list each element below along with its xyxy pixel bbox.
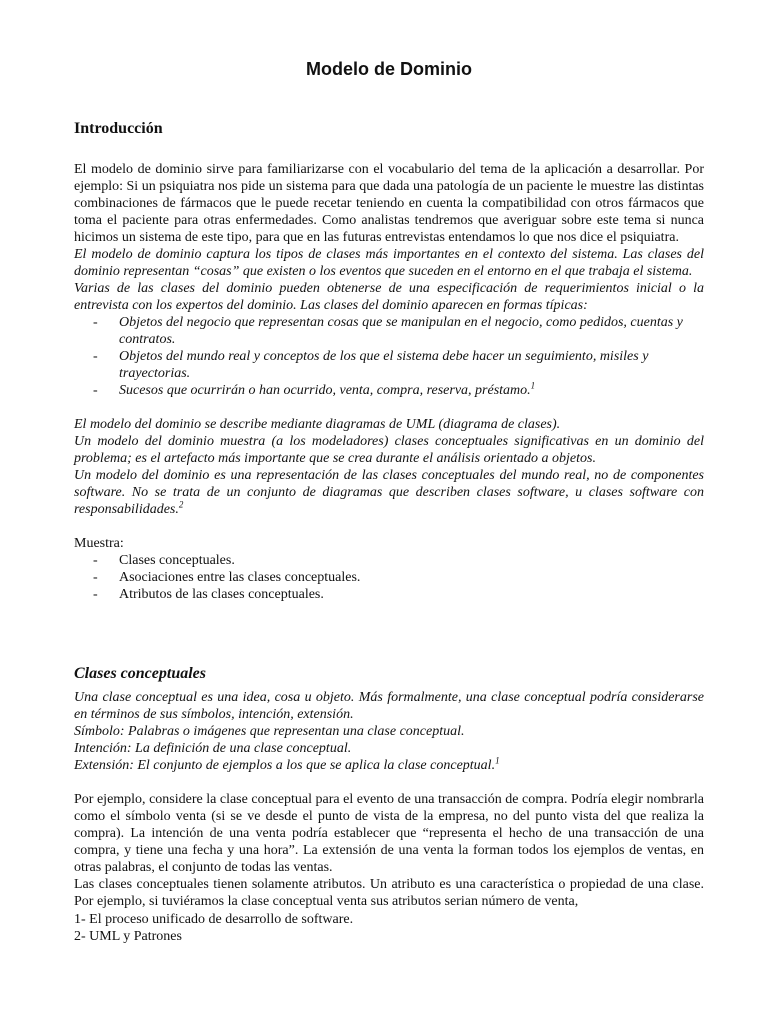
muestra-list <box>74 552 704 603</box>
intro-paragraph-3: Varias de las clases del dominio pueden obtenerse de una especificación de requerimientos inicial o la entrevista con los expertos del dominio. Las clases del dominio aparecen en formas típicas: <box>74 281 704 313</box>
list-item: - Atributos de las clases conceptuales. <box>93 587 324 602</box>
intro-paragraph-4: El modelo del dominio se describe mediante diagramas de UML (diagrama de clases). <box>74 417 561 432</box>
footnote-2: 2- UML y Patrones <box>74 929 182 944</box>
section-heading-introduccion: Introducción <box>74 120 163 137</box>
clases-paragraph-2: Símbolo: Palabras o imágenes que representan una clase conceptual. <box>74 724 465 739</box>
list-item: - Asociaciones entre las clases conceptuales. <box>93 570 361 585</box>
clases-paragraph-3: Intención: La definición de una clase conceptual. <box>74 741 352 756</box>
clases-paragraph-6: Las clases conceptuales tienen solamente atributos. Un atributo es una característica o propiedad de una clase. Por ejemplo, si tuviéramos la clase conceptual venta sus atributos serian número de venta, <box>74 877 704 909</box>
list-item: - Objetos del negocio que representan cosas que se manipulan en el negocio, como pedidos, cuentas y contratos. <box>93 315 683 347</box>
intro-paragraph-1: El modelo de dominio sirve para familiarizarse con el vocabulario del tema de la aplicación a desarrollar. Por ejemplo: Si un psiquiatra nos pide un sistema para que dada una patología de un paciente le muestre las distintas combinaciones de fármacos que le puede recetar teniendo en cuenta la compatibilidad con otros fármacos que toma el paciente para otras enfermedades. Como analistas tendremos que averiguar sobre este tema si nunca hicimos un sistema de este tipo, para que en las futuras entrevistas entendamos lo que nos dice el psiquiatra. <box>74 162 704 245</box>
intro-paragraph-2: El modelo de dominio captura los tipos de clases más importantes en el contexto del sistema. Las clases del dominio representan “cosas” que existen o los eventos que suceden en el entorno en el que trabaja el sistema. <box>74 247 704 279</box>
list-item: - Sucesos que ocurrirán o han ocurrido, venta, compra, reserva, préstamo.$^1$ <box>93 380 536 398</box>
footnote-ref: 2 <box>178 499 184 510</box>
clases-section-body <box>74 689 704 910</box>
intro-paragraph-5: Un modelo del dominio muestra (a los modeladores) clases conceptuales significativas en un dominio del problema; es el artefacto más importante que se crea durante el análisis orientado a objetos. <box>74 434 704 466</box>
muestra-label: Muestra: <box>74 536 124 551</box>
list-item: - Clases conceptuales. <box>93 553 235 568</box>
clases-paragraph-5: Por ejemplo, considere la clase conceptual para el evento de una transacción de compra. Podría elegir nombrarla como el símbolo venta (si se ve desde el punto de vista de la empresa, no del punto vista del que realiza la compra). La intención de una venta podría establecer que “representa el hecho de una transacción de una compra, y tiene una fecha y una hora”. La extensión de una venta la forman todos los ejemplos de ventas, en otras palabras, el conjunto de todas las ventas. <box>74 792 704 875</box>
list-item: - Objetos del mundo real y conceptos de los que el sistema debe hacer un seguimiento, misiles y trayectorias. <box>93 349 649 381</box>
intro-section-body <box>74 161 704 603</box>
footnotes <box>74 911 704 945</box>
clases-paragraph-4: Extensión: El conjunto de ejemplos a los que se aplica la clase conceptual.$^1$ <box>74 755 500 773</box>
domain-forms-list <box>74 314 704 399</box>
page-title: Modelo de Dominio <box>306 59 472 79</box>
footnote-ref: 1 <box>495 755 500 766</box>
clases-paragraph-1: Una clase conceptual es una idea, cosa u objeto. Más formalmente, una clase conceptual podría considerarse en términos de sus símbolos, intención, extensión. <box>74 690 704 722</box>
footnote-1: 1- El proceso unificado de desarrollo de software. <box>74 912 354 927</box>
section-heading-clases-conceptuales: Clases conceptuales <box>74 665 206 682</box>
footnote-ref: 1 <box>530 380 536 391</box>
intro-paragraph-6: Un modelo del dominio es una representación de las clases conceptuales del mundo real, no de componentes software. No se trata de un conjunto de diagramas que describen clases software, u clases software con responsabilidades.$^2$ <box>74 468 704 517</box>
